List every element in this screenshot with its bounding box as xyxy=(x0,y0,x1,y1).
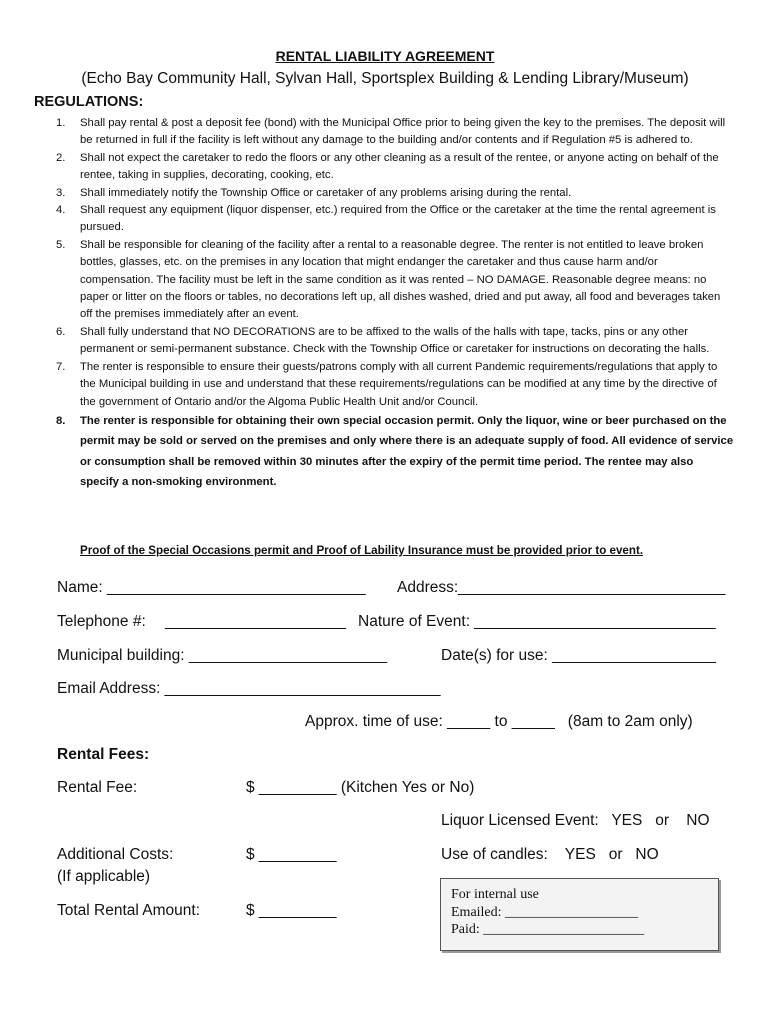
document-title: RENTAL LIABILITY AGREEMENT xyxy=(275,48,495,64)
internal-paid-field[interactable]: Paid: _______________________ xyxy=(451,922,645,937)
regulation-text: Shall not expect the caretaker to redo the floors or any other cleaning as a result of the rentee, or anyone acting on behalf of the rentee, taking in supplies, decorating, cooking, etc. xyxy=(80,151,719,182)
regulation-item xyxy=(34,411,734,492)
regulation-item xyxy=(34,237,734,324)
rental-fees-heading: Rental Fees: xyxy=(57,746,150,763)
total-rental-label: Total Rental Amount: xyxy=(57,902,201,919)
regulation-item xyxy=(34,185,734,202)
regulation-number: 5. xyxy=(56,238,66,251)
additional-costs-sublabel: (If applicable) xyxy=(57,868,151,885)
regulation-number: 3. xyxy=(56,186,66,199)
rental-fee-field[interactable]: $ _________ (Kitchen Yes or No) xyxy=(246,779,475,796)
regulations-list xyxy=(34,115,734,492)
time-of-use-field[interactable]: Approx. time of use: _____ to _____ (8am to 2am only) xyxy=(305,713,693,730)
regulation-item xyxy=(34,324,734,359)
rental-fee-label: Rental Fee: xyxy=(57,779,138,796)
name-field[interactable]: Name: ______________________________ xyxy=(57,579,366,596)
regulation-number: 6. xyxy=(56,325,66,338)
regulation-item xyxy=(34,202,734,237)
regulation-text: The renter is responsible to ensure their guests/patrons comply with all current Pandemic requirements/regulations that apply to the Municipal building in use and understand that these requirements/regulations can be modified at any time by the directive of the government of Ontario and/or the Algoma Public Health Unit and/or Council. xyxy=(80,360,718,408)
regulation-item xyxy=(34,115,734,150)
additional-costs-label: Additional Costs: xyxy=(57,846,174,863)
regulation-item xyxy=(34,359,734,411)
dates-for-use-field[interactable]: Date(s) for use: ___________________ xyxy=(441,647,716,664)
internal-emailed-field[interactable]: Emailed: ___________________ xyxy=(451,905,639,920)
regulation-item xyxy=(34,150,734,185)
regulation-text: Shall be responsible for cleaning of the facility after a rental to a reasonable degree. The renter is not entitled to leave broken bottles, glasses, etc. on the premises in any location that might endanger the caretaker and thus cause harm and/or compensation. The facility must be left in the same condition as it was rented – NO DAMAGE. Reasonable degree means: no paper or litter on the floors or tables, no decorations left up, all dishes washed, dried and put away, all food and beverages taken off the premises immediately after an event. xyxy=(80,238,721,321)
telephone-field[interactable]: _____________________ xyxy=(165,613,347,630)
total-rental-field[interactable]: $ _________ xyxy=(246,902,337,919)
regulation-number: 4. xyxy=(56,204,66,217)
additional-costs-field[interactable]: $ _________ xyxy=(246,846,337,863)
regulation-text: Shall immediately notify the Township Office or caretaker of any problems arising during the rental. xyxy=(80,186,572,199)
address-field[interactable]: Address:_______________________________ xyxy=(397,579,726,596)
regulation-number: 7. xyxy=(56,360,66,373)
internal-use-heading: For internal use xyxy=(451,887,539,902)
document-subtitle: (Echo Bay Community Hall, Sylvan Hall, Sportsplex Building & Lending Library/Museum) xyxy=(81,70,689,87)
regulation-text: Shall request any equipment (liquor dispenser, etc.) required from the Office or the caretaker at the time the rental agreement is pursued. xyxy=(80,204,716,234)
regulation-number: 1. xyxy=(56,117,66,129)
proof-notice: Proof of the Special Occasions permit and Proof of Lability Insurance must be provided prior to event. xyxy=(80,544,644,557)
municipal-building-field[interactable]: Municipal building: _______________________ xyxy=(57,647,388,664)
regulation-text: The renter is responsible for obtaining their own special occasion permit. Only the liquor, wine or beer purchased on the permit may be sold or served on the premises and only where there is an adequate supply of food. All evidence of service or consumption shall be removed within 30 minutes after the expiry of the permit time period. The rentee may also specify a non-smoking environment. xyxy=(80,414,734,488)
email-address-field[interactable]: Email Address: ________________________________ xyxy=(57,680,441,697)
regulation-number: 8. xyxy=(56,414,66,427)
regulation-text: Shall pay rental & post a deposit fee (bond) with the Municipal Office prior to being given the key to the premises. The deposit will be returned in full if the facility is left without any damage to the building and/or contents and if Regulation #5 is adhered to. xyxy=(80,117,726,147)
nature-of-event-field[interactable]: Nature of Event: ____________________________ xyxy=(358,613,716,630)
regulation-number: 2. xyxy=(56,151,66,164)
telephone-label: Telephone #: xyxy=(57,613,146,630)
regulation-text: Shall fully understand that NO DECORATIONS are to be affixed to the walls of the halls with tape, tacks, pins or any other permanent or semi-permanent substance. Check with the Township Office or caretaker for instructions on decorating the halls. xyxy=(80,325,710,356)
internal-use-box xyxy=(440,878,719,951)
regulations-heading: REGULATIONS: xyxy=(34,94,144,110)
use-of-candles-field[interactable]: Use of candles: YES or NO xyxy=(441,846,659,863)
liquor-licensed-field[interactable]: Liquor Licensed Event: YES or NO xyxy=(441,812,710,829)
